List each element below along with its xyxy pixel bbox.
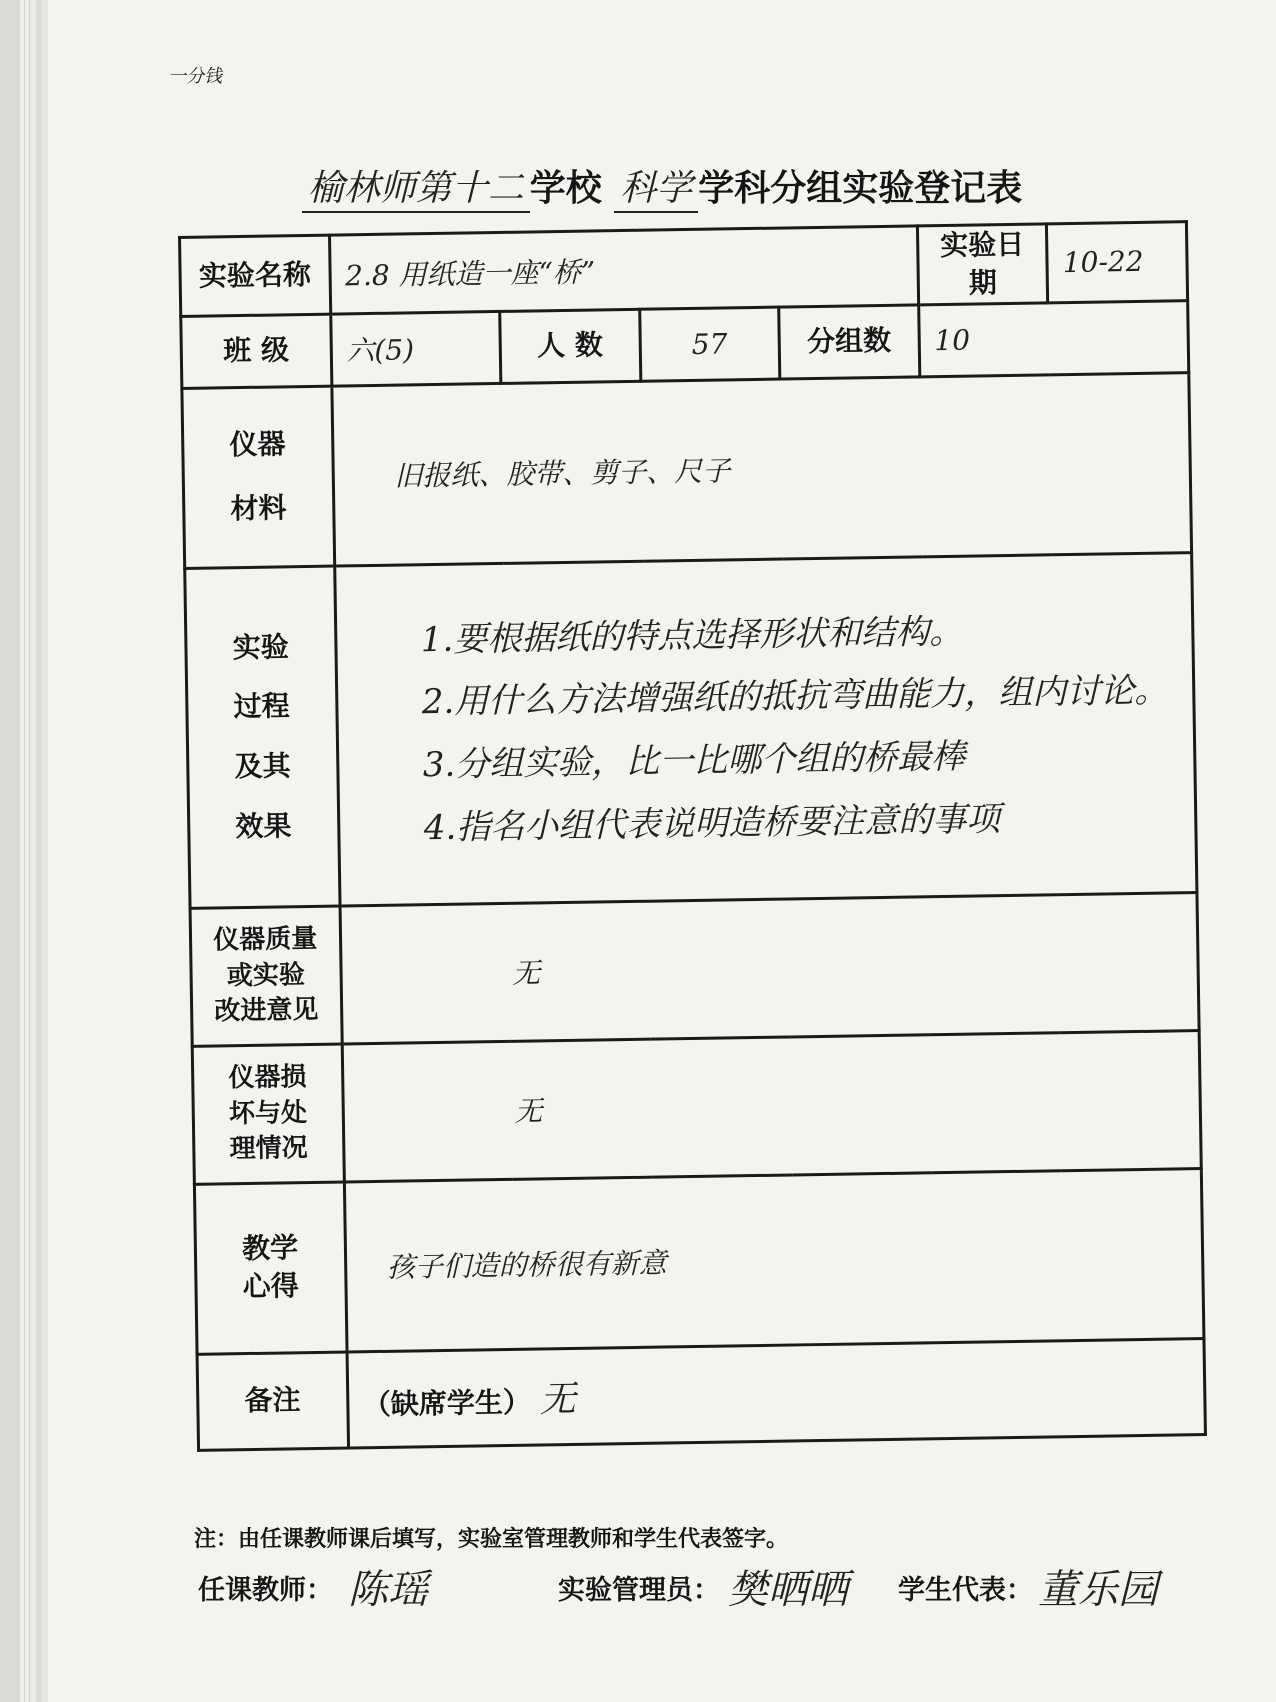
absent-students-value: 无: [539, 1378, 577, 1421]
process-step-1: 1.要根据纸的特点选择形状和结构。: [420, 611, 964, 660]
row-instruments: [182, 372, 1192, 568]
process-label-line2: 过程: [233, 689, 290, 724]
process-label-line1: 实验: [232, 629, 289, 664]
quality-label: [190, 906, 342, 1046]
quality-label-line2: 或实验: [226, 959, 306, 991]
process-label-line3: 及其: [234, 749, 291, 784]
top-scribble: 一分钱: [168, 66, 222, 87]
teaching-label-line1: 教学: [241, 1231, 299, 1266]
row-remarks: [197, 1338, 1205, 1450]
row-teaching: [194, 1168, 1204, 1354]
row-quality: [190, 892, 1199, 1046]
form-title: [48, 160, 1276, 213]
title-suffix: 学科分组实验登记表: [698, 168, 1023, 209]
instruments-label-line1: 仪器: [229, 427, 286, 462]
absent-students-label: （缺席学生）: [362, 1385, 532, 1421]
group-count-value: 10: [918, 300, 1188, 376]
school-name-field: 榆林师第十二: [302, 160, 530, 213]
process-label: [185, 566, 340, 908]
experiment-date-value: 10-22: [1047, 222, 1188, 303]
registration-table: [178, 220, 1207, 1451]
lab-manager-signature: 樊晒晒: [728, 1567, 848, 1613]
subject-field: 科学: [614, 160, 698, 213]
process-step-2: 2.用什么方法增强纸的抵抗弯曲能力，组内讨论。: [421, 670, 1169, 723]
row-damage: [192, 1030, 1201, 1184]
experiment-date-label: 实验日期: [917, 224, 1048, 305]
school-suffix: 学校: [529, 168, 602, 209]
experiment-name-label: 实验名称: [180, 235, 331, 316]
damage-label-line2: 坏与处: [228, 1097, 308, 1129]
damage-label-line3: 理情况: [229, 1132, 308, 1164]
teacher-signature: 陈瑶: [348, 1567, 428, 1613]
student-rep-label: 学生代表：: [898, 1575, 1033, 1606]
people-count-value: 57: [639, 307, 780, 381]
teaching-value: 孩子们造的桥很有新意: [344, 1168, 1204, 1351]
damage-label-line1: 仪器损: [228, 1062, 307, 1094]
instruments-label: [182, 386, 334, 568]
class-label: 班 级: [181, 314, 332, 388]
teaching-label: [194, 1182, 346, 1354]
process-label-line4: 效果: [235, 809, 292, 844]
remarks-value: [347, 1338, 1206, 1447]
class-value: 六(5): [330, 311, 501, 386]
people-count-label: 人 数: [500, 309, 641, 383]
quality-value: 无: [340, 892, 1200, 1043]
damage-value: 无: [342, 1030, 1202, 1181]
row-process: [185, 552, 1197, 908]
experiment-name-value: 2.8 用纸造一座“桥”: [329, 226, 918, 314]
group-count-label: 分组数: [779, 304, 920, 378]
signature-row: [198, 1568, 1188, 1628]
teaching-label-line2: 心得: [242, 1269, 300, 1304]
process-value: [334, 552, 1197, 905]
student-rep-signature: 董乐园: [1038, 1567, 1158, 1613]
process-step-3: 3.分组实验，比一比哪个组的桥最棒: [422, 736, 966, 786]
lab-manager-label: 实验管理员：: [558, 1575, 720, 1606]
process-step-4: 4.指名小组代表说明造桥要注意的事项: [423, 798, 1001, 848]
instruments-label-line2: 材料: [230, 491, 287, 526]
form-sheet: [48, 0, 1276, 1702]
remarks-label: 备注: [197, 1352, 348, 1450]
teacher-label: 任课教师：: [198, 1575, 333, 1606]
quality-label-line3: 改进意见: [214, 994, 319, 1027]
quality-label-line1: 仪器质量: [213, 924, 318, 956]
instruments-value: 旧报纸、胶带、剪子、尺子: [331, 372, 1191, 565]
footer-note: 注：由任课教师课后填写，实验室管理教师和学生代表签字。: [194, 1527, 789, 1552]
damage-label: [192, 1044, 344, 1184]
